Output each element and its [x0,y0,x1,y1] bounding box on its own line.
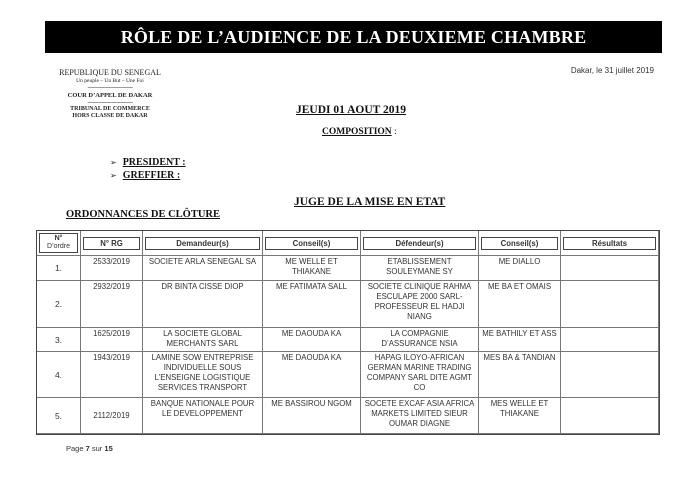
col-header-conseil1 [263,231,361,256]
greffier-line [110,169,186,182]
cell-demandeur: DR BINTA CISSE DIOP [143,281,263,328]
col-header-defendeur [361,231,479,256]
col-header-no-line2: D’ordre [47,243,70,250]
page-current: 7 [85,444,90,453]
cell-defendeur: HAPAG ILOYO-AFRICAN GERMAN MARINE TRADING COMPANY SARL DITE AGMT CO [361,352,479,398]
republic-name: REPUBLIQUE DU SENEGAL [59,68,161,77]
president-line [110,156,186,169]
cell-resultat [561,281,659,328]
cell-conseil2: MES BA & TANDIAN [479,352,561,398]
cell-demandeur: LAMINE SOW ENTREPRISE INDIVIDUELLE SOUS L’ENSEIGNE LOGISTIQUE SERVICES TRANSPORT [143,352,263,398]
republic-motto: Un peuple – Un But – Une Foi [76,78,144,84]
cell-demandeur: BANQUE NATIONALE POUR LE DEVELOPPEMENT [143,398,263,434]
cell-resultat [561,328,659,352]
page-footer [66,444,113,453]
table-row [37,328,659,352]
col-header-resultats-label: Résultats [563,237,656,250]
page-total: 15 [104,444,113,453]
col-header-defendeur-label: Défendeur(s) [363,237,476,250]
president-colon: : [179,157,186,168]
arrow-bullet-icon: ➢ [110,158,117,167]
hearing-date: JEUDI 01 AOUT 2019 [296,104,407,116]
table-row [37,352,659,398]
cell-defendeur: ETABLISSEMENT SOULEYMANE SY [361,256,479,281]
composition-colon: : [391,127,397,137]
table-row [37,281,659,328]
tribunal-line2: HORS CLASSE DE DAKAR [72,113,148,119]
document-date: Dakar, le 31 juillet 2019 [570,66,654,75]
cell-conseil1: ME DAOUDA KA [263,352,361,398]
cell-conseil1: ME WELLE ET THIAKANE [263,256,361,281]
cell-num: 4. [37,352,81,398]
cell-num: 2. [37,281,81,328]
juge-title: JUGE DE LA MISE EN ETAT [294,196,446,208]
col-header-demandeur-label: Demandeur(s) [145,237,260,250]
republic-header [50,68,170,120]
cell-resultat [561,352,659,398]
cell-num: 5. [37,398,81,434]
cell-resultat [561,398,659,434]
cell-rg: 2533/2019 [81,256,143,281]
cell-conseil1: ME DAOUDA KA [263,328,361,352]
court-name: COUR D’APPEL DE DAKAR [67,92,153,99]
cell-conseil1: ME BASSIROU NGOM [263,398,361,434]
header-separator-2: ------------------------------ [87,100,133,106]
composition-label: COMPOSITION [322,127,392,137]
cell-rg: 2112/2019 [81,398,143,434]
header-separator: ------------------------------ [87,85,133,91]
president-label: PRESIDENT [122,157,180,168]
composition-line [322,127,397,137]
cell-rg: 2932/2019 [81,281,143,328]
greffier-colon: : [174,170,181,181]
col-header-demandeur [143,231,263,256]
col-header-no-line1: N° [54,235,63,242]
cell-demandeur: LA SOCIETE GLOBAL MERCHANTS SARL [143,328,263,352]
document-title-banner: RÔLE DE L’AUDIENCE DE LA DEUXIEME CHAMBRE [45,21,662,53]
page-sur: sur [91,444,103,453]
table-row [37,398,659,434]
greffier-label: GREFFIER [122,170,175,181]
section-title: ORDONNANCES DE CLÔTURE [66,209,221,220]
page-word: Page [66,444,84,453]
col-header-resultats [561,231,659,256]
col-header-rg [81,231,143,256]
arrow-bullet-icon: ➢ [110,171,117,180]
cell-conseil2: ME BATHILY ET ASS [479,328,561,352]
col-header-conseil1-label: Conseil(s) [265,237,358,250]
col-header-conseil2 [479,231,561,256]
cases-table [36,230,660,435]
cell-rg: 1943/2019 [81,352,143,398]
col-header-conseil2-label: Conseil(s) [481,237,558,250]
cell-resultat [561,256,659,281]
composition-roles [110,156,186,182]
cell-defendeur: SOCETE EXCAF ASIA AFRICA MARKETS LIMITED SIEUR OUMAR DIAGNE [361,398,479,434]
table-row [37,256,659,281]
cell-num: 3. [37,328,81,352]
cell-conseil2: ME BA ET OMAIS [479,281,561,328]
table-header-row [37,231,659,256]
cell-conseil2: MES WELLE ET THIAKANE [479,398,561,434]
col-header-rg-label: N° RG [83,237,140,250]
cell-defendeur: SOCIETE CLINIQUE RAHMA ESCULAPE 2000 SARL-PROFESSEUR EL HADJI NIANG [361,281,479,328]
cell-defendeur: LA COMPAGNIE D’ASSURANCE NSIA [361,328,479,352]
cell-conseil2: ME DIALLO [479,256,561,281]
cell-num: 1. [37,256,81,281]
cell-rg: 1625/2019 [81,328,143,352]
tribunal-line1: TRIBUNAL DE COMMERCE [70,106,150,112]
cell-demandeur: SOCIETE ARLA SENEGAL SA [143,256,263,281]
cell-conseil1: ME FATIMATA SALL [263,281,361,328]
col-header-no [37,231,81,256]
